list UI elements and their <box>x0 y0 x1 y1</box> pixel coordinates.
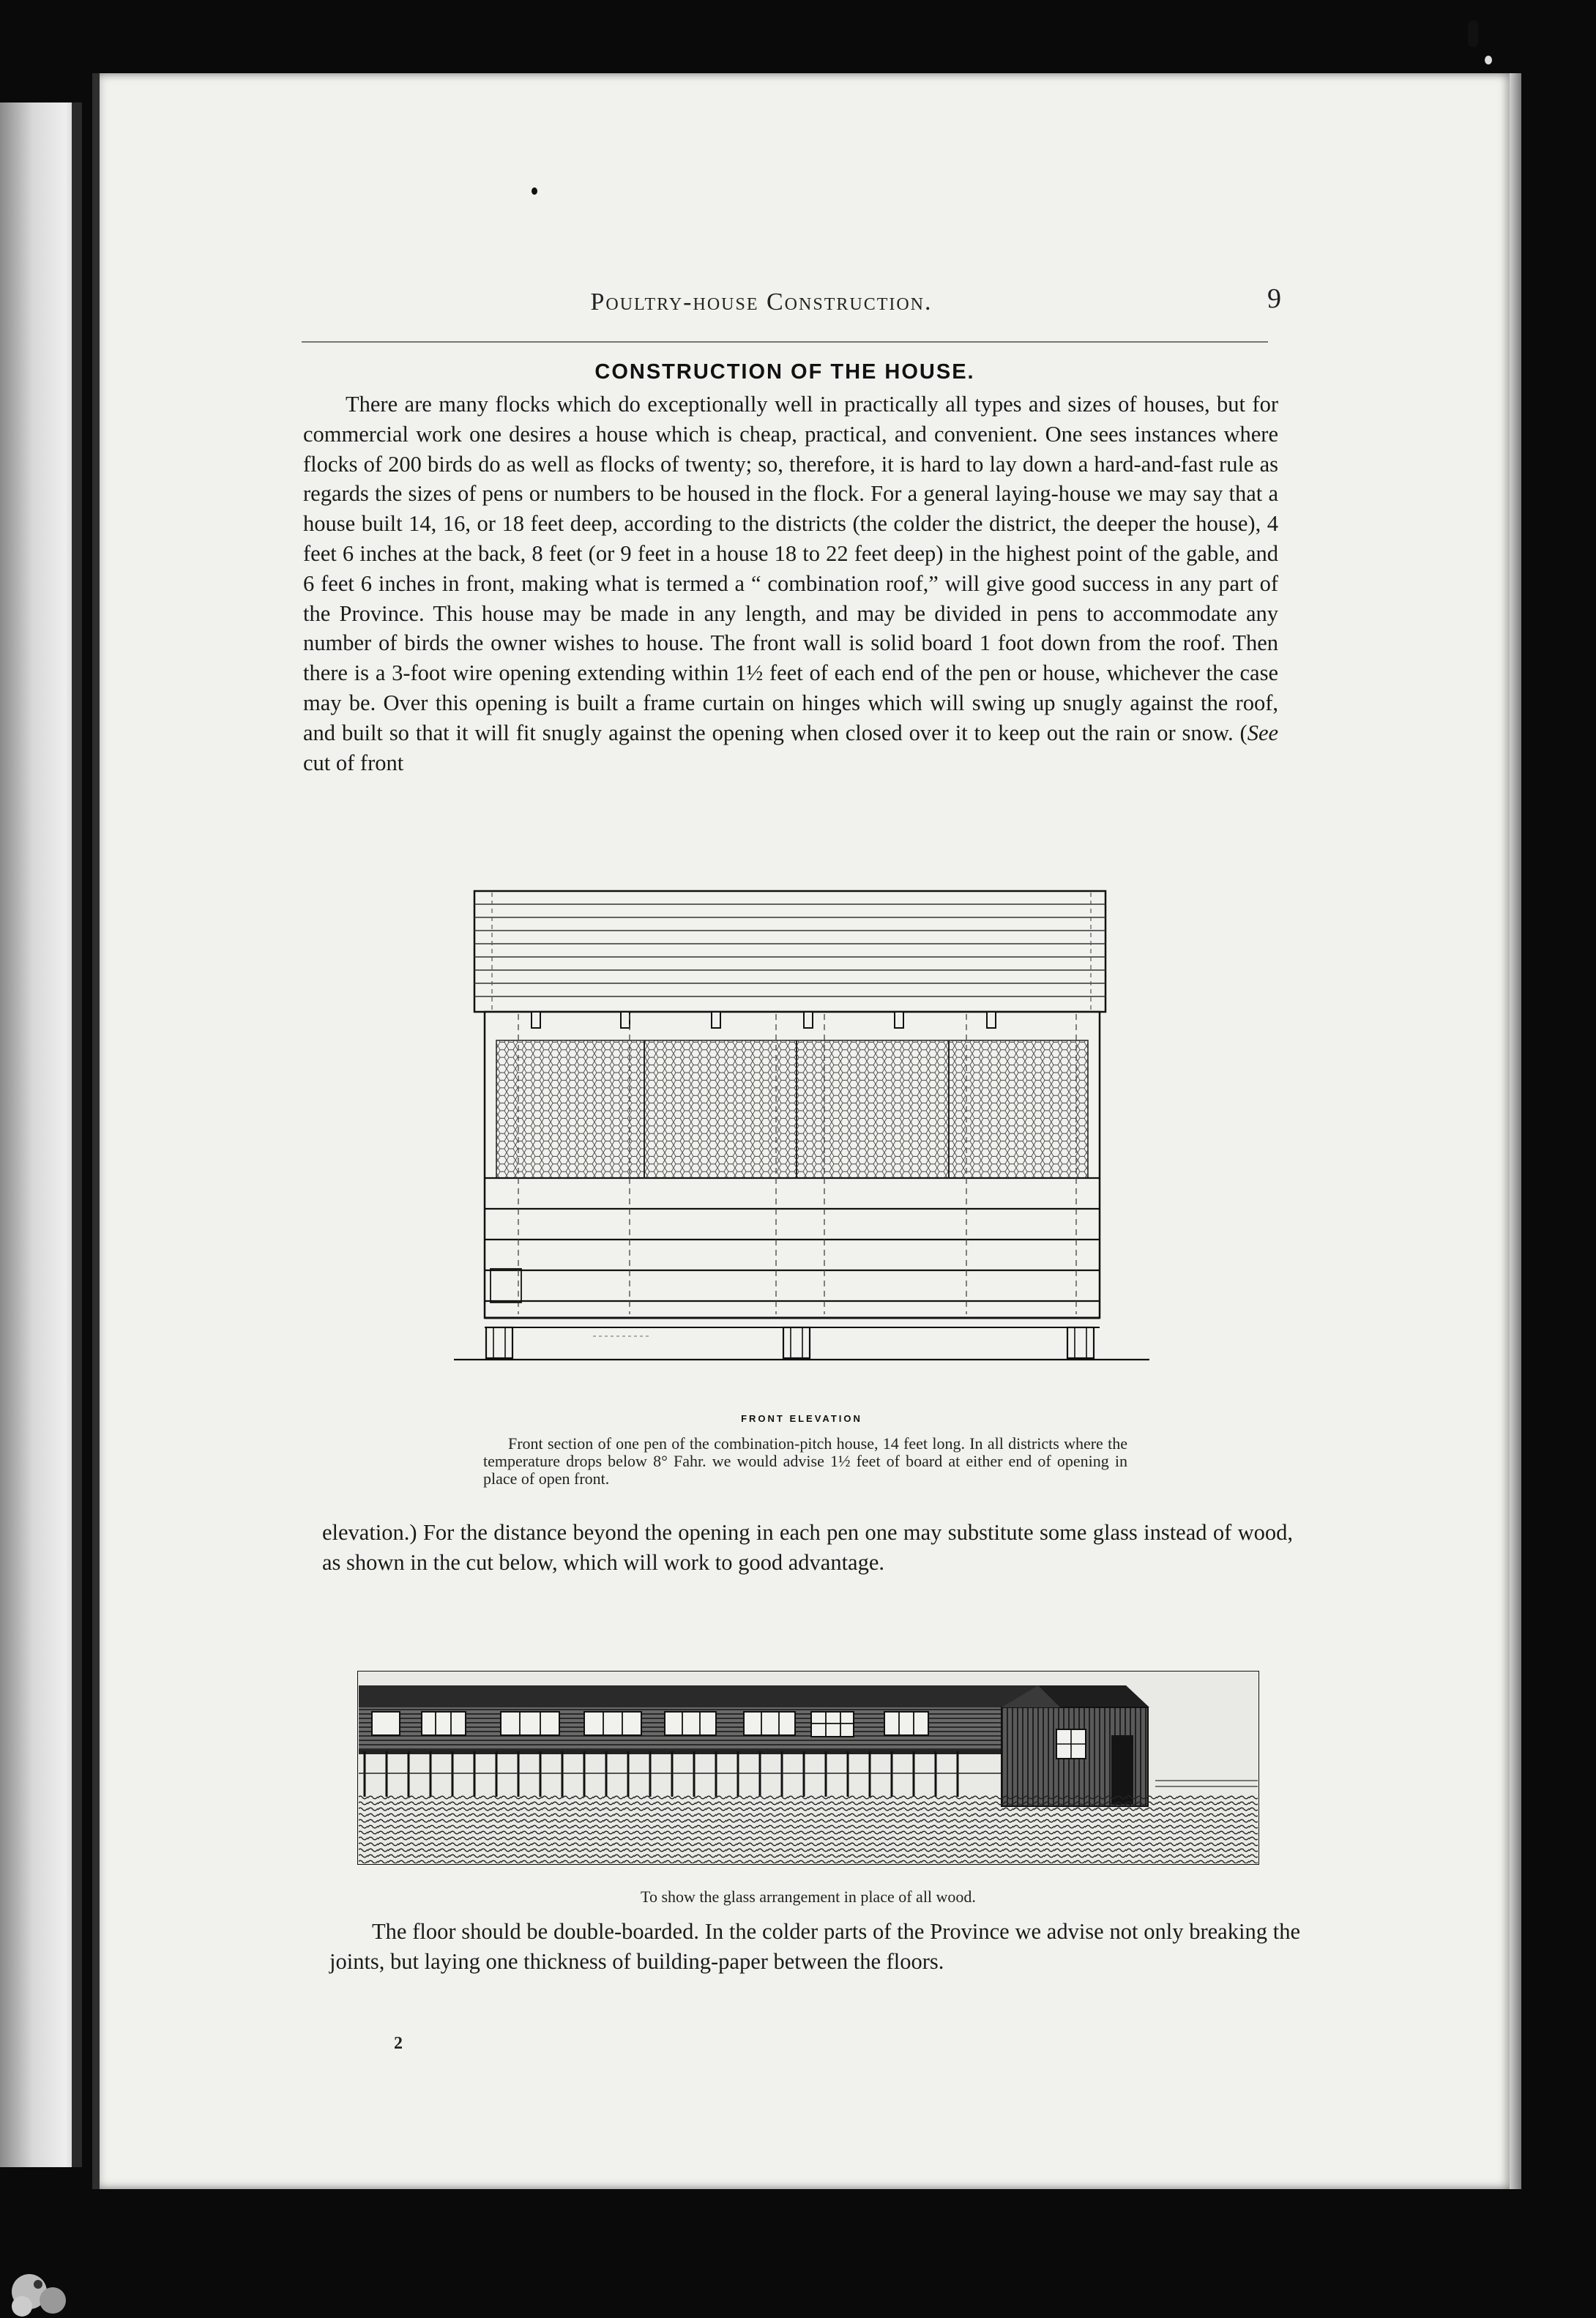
front-elevation-figure <box>454 882 1149 1402</box>
wall-drawing <box>485 1012 1100 1318</box>
foundation-drawing <box>454 1318 1149 1360</box>
body-paragraph-continued: elevation.) For the distance beyond the opening in each pen one may substitute some glass instead of wood, as shown in the cut below, which will work to good advantage. <box>322 1520 1293 1575</box>
facing-page-edge <box>0 103 82 2167</box>
see-reference: See <box>1247 720 1279 745</box>
glass-arrangement-caption: To show the glass arrangement in place of all wood. <box>641 1887 976 1906</box>
front-elevation-caption: Front section of one pen of the combination-pitch house, 14 feet long. In all districts where the temperature drops below 8° Fahr. we would advise 1½ feet of board at either end of opening in place of open front. <box>483 1434 1127 1488</box>
body-paragraph-floor: The floor should be double-boarded. In the colder parts of the Province we advise not only breaking the joints, but laying one thickness of building-paper between the floors. <box>329 1919 1300 1974</box>
ink-speck <box>1468 21 1478 47</box>
see-reference-rest: cut of front <box>303 750 404 775</box>
facing-page-gutter <box>72 103 82 2167</box>
page-number: 9 <box>1267 283 1281 314</box>
running-head: Poultry-house Construction. <box>590 288 933 316</box>
corner-ink-blot <box>0 2255 88 2318</box>
glass-arrangement-figure <box>357 1671 1259 1865</box>
section-heading: CONSTRUCTION OF THE HOUSE. <box>594 360 975 384</box>
page-right-edge <box>1510 73 1521 2189</box>
end-shed <box>1002 1685 1149 1806</box>
roof-drawing <box>474 891 1105 1012</box>
body-paragraph-main <box>303 390 1278 778</box>
ink-speck <box>532 187 537 195</box>
front-elevation-label: FRONT ELEVATION <box>741 1413 862 1424</box>
ink-speck <box>1485 56 1492 64</box>
header-rule <box>302 341 1268 343</box>
body-paragraph-main-text: There are many flocks which do exceptionally well in practically all types and sizes of houses, but for commercial work one desires a house which is cheap, practical, and convenient. One sees instances where flocks of 200 birds do as well as flocks of twenty; so, therefore, it is hard to lay down a hard-and-fast rule as regards the sizes of pens or numbers to be housed in the flock. For a general laying-house we may say that a house built 14, 16, or 18 feet deep, according to the districts (the colder the district, the deeper the house), 4 feet 6 inches at the back, 8 feet (or 9 feet in a house 18 to 22 feet deep) in the highest point of the gable, and 6 feet 6 inches in front, making what is termed a “ combination roof,” will give good success in any part of the Province. This house may be made in any length, and may be divided in pens to accommodate any number of birds the owner wishes to house. The front wall is solid board 1 foot down from the roof. Then there is a 3-foot wire opening extending within 1½ feet of each end of the pen or house, whichever the case may be. Over this opening is built a frame curtain on hinges which will swing up snugly against the roof, and built so that it will fit snugly against the opening when closed over it to keep out the rain or snow. <box>303 392 1278 745</box>
signature-mark: 2 <box>394 2034 403 2053</box>
page-left-border <box>92 73 100 2189</box>
see-open-paren: ( <box>1239 720 1248 745</box>
